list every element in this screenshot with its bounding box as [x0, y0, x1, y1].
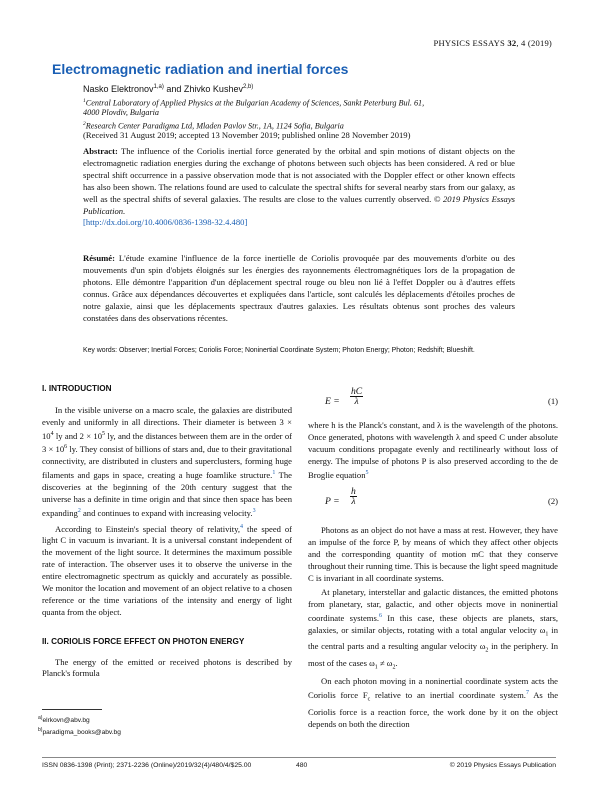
paper-title: Electromagnetic radiation and inertial forces [52, 61, 349, 77]
doi-link[interactable]: [http://dx.doi.org/10.4006/0836-1398-32.4.480] [83, 217, 248, 228]
section-2-heading: II. CORIOLIS FORCE EFFECT ON PHOTON ENERGY [42, 636, 245, 646]
journal-volume: 32 [507, 38, 517, 48]
authors-line [83, 84, 253, 94]
footer-rule [42, 757, 556, 758]
affiliation-1: $^1$Central Laboratory of Applied Physics at the Bulgarian Academy of Sciences, Sankt Peterburg Bul. 61, [83, 98, 425, 108]
section-1-heading: I. INTRODUCTION [42, 384, 112, 393]
footer-issn: ISSN 0836-1398 (Print); 2371-2236 (Online)/2019/32(4)/480/4/$25.00 [42, 762, 252, 769]
footnote-a: $^{a)}$elrkovn@abv.bg [38, 715, 90, 725]
author-and: and [163, 84, 184, 94]
paragraph-4: where h is the Planck's constant, and λ is the wavelength of the photons. Once generated, photons with wavelength λ and speed C under absolute vacuum conditions propagate evenly and rectilinearly without loss of energy. The impulse of photons P is also preserved according to the de Broglie equation$^5$ [308, 420, 558, 480]
equation-1-number: (1) [547, 396, 558, 406]
footnote-rule [42, 709, 102, 710]
equation-2-number: (2) [547, 496, 558, 507]
affiliation-2: $^2$Research Center Paradigma Ltd, Mladen Pavlov Str., 1A, 1124 Sofia, Bulgaria [83, 121, 344, 131]
paragraph-5: Photons as an object do not have a mass at rest. However, they have an impulse of the force P, by means of which they affect other objects and the corresponding quantity of motion mC that they conserve throughout their running time. This is because the light speed magnitude C is invariant in all coordinate systems. [308, 525, 558, 584]
abstract-copyright: © 2019 Physics Essays Publication. [83, 193, 515, 216]
author-1: Nasko Elektronov [83, 84, 154, 94]
paragraph-2: According to Einstein's special theory of relativity,$^4$ the speed of light C in vacuum is invariant. It is a universal constant independent of the movement of the light source. It determines the maximum possible rate of interaction. The observer uses it to observe the universe in the entire electromagnetic spectrum as quickly and accurately as possible. We monitor the location and movement of an object relative to a chosen reference or the time variations of the intensity and energy of light quanta from the object. [42, 523, 292, 617]
affiliation-1-cont: 4000 Plovdiv, Bulgaria [83, 108, 160, 117]
received-dates: (Received 31 August 2019; accepted 13 November 2019; published online 28 November 2019) [83, 130, 411, 140]
resume-label: Résumé: [83, 253, 115, 263]
author-2-sup: 2,b) [242, 84, 254, 90]
resume [83, 253, 515, 324]
equation-2: P = $\frac{h}{\lambda}$ (2) [325, 486, 558, 508]
footnote-b: $^{b)}$paradigma_books@abv.bg [38, 727, 121, 737]
paragraph-1: In the visible universe on a macro scale, the galaxies are distributed evenly and uniformly in all directions. Their diameter is between $3 \times 10^4$ ly and $2 \times 10^5$ ly, and the distances between them are in the order of $3 \times 10^6$ ly. They consist of billions of stars and, due to their gravitational connectivity, are distributed in clusters and superclusters, forming huge filaments and gaps in space, creating a huge foamlike structure.$^1$ The discoveries at the beginning of the 20th century suggest that the universe has a definite in time origin and that since then space has been expanding$^2$ and continues to expand with increasing velocity.$^3$ [42, 404, 293, 518]
right-column [308, 387, 558, 731]
resume-text: L'étude examine l'influence de la force inertielle de Coriolis provoquée par des mouvements d'orbite ou des mouvements d'un spin d'objets éloignés sur les énergies des rayonnements électromagnétiques lors de la propagation de photons. Elle démontre l'apparition d'un déplacement spectral rouge ou bleu non lié à l'effet Doppler ou à d'autres effets connus. Grâce aux dépendances découvertes et expliquées dans l'article, sont calculés les déplacements d'étoiles proches de notre galaxie, ainsi que les déplacements spectraux d'autres galaxies. Les résultats obtenus sont proches des valeurs constatées dans des observations récentes. [83, 253, 515, 323]
journal-issue-year: , 4 (2019) [516, 38, 552, 48]
author-2: Zhivko Kushev [183, 84, 243, 94]
keywords: Key words: Observer; Inertial Forces; Coriolis Force; Noninertial Coordinate System; Photon Energy; Photon; Redshift; Blueshift. [83, 347, 475, 354]
equation-1: E = $\frac{hC}{\lambda}$ (1) [325, 386, 558, 407]
author-1-sup: 1,a) [153, 84, 164, 90]
paragraph-3: The energy of the emitted or received photons is described by Planck's formula [42, 656, 292, 679]
footer-copyright: © 2019 Physics Essays Publication [449, 762, 556, 769]
abstract-text: The influence of the Coriolis inertial force generated by the orbital and spin motions of distant objects on the electromagnetic radiation energies during the exchange of photons between such objects has been considered. A red or blue spectral shift occurrence in a passive observation mode that is not associated with the Doppler effect or other known effects has also been shown. The relations found are used to calculate the spectral shifts for several nearby stars from our galaxy, as well as the spectral shifts of several galaxies. The results are close to the values currently observed. [83, 146, 515, 204]
abstract-label: Abstract: [83, 146, 118, 156]
paragraph-6: At planetary, interstellar and galactic distances, the emitted photons from planetary, star, galactic, and other objects move in noninertial coordinate systems.$^6$ In this case, these objects are planets, stars, galaxies, or similar objects, rotating with a total angular velocity $\omega_1$ in the central parts and a resulting angular velocity $\omega_2$ in the periphery. In most of the cases $\omega_1 \ne \omega_2$. [308, 586, 558, 671]
journal-name: PHYSICS ESSAYS [433, 38, 505, 48]
paragraph-7: On each photon moving in a noninertial coordinate system acts the Coriolis force $F_c$ relative to an inertial coordinate system.$^7$ As the Coriolis force is a reaction force, the work done by it on the object depends on both the direction [308, 676, 559, 729]
left-column [42, 383, 292, 680]
abstract [83, 146, 515, 229]
page-number: 480 [296, 762, 308, 769]
journal-header [433, 38, 552, 48]
